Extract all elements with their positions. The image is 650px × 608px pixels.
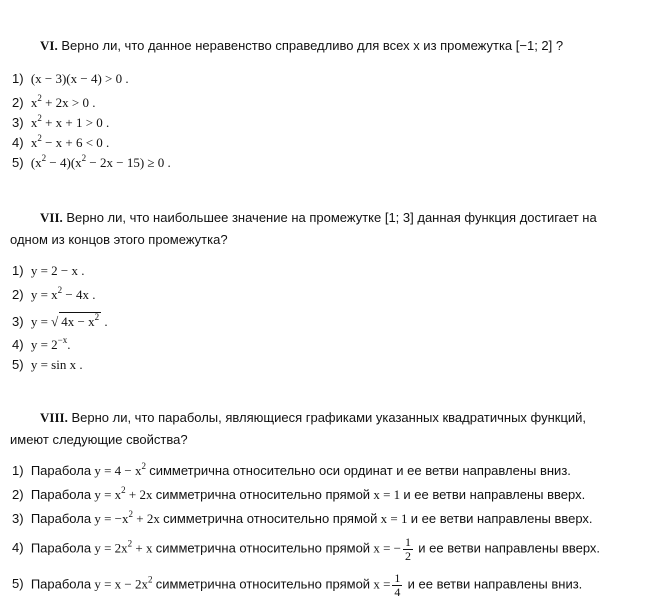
section-vii-item-3: 3) y = √ $4x - x^2$ . bbox=[12, 312, 108, 329]
section-vii-item-1: 1) y = 2 − x . bbox=[12, 263, 85, 278]
section-viii-item-5: 5) Парабола $y = x - 2x^2$ симметрична относительно прямой x = $\frac{1}{4}$ и ее ветви направлены вниз. bbox=[12, 571, 583, 599]
section-vi-item-3: 3) $x^2 + x + 1 > 0$ . bbox=[12, 113, 110, 130]
section-vii-number: VII. bbox=[40, 210, 63, 225]
section-viii-text-line1: Верно ли, что параболы, являющиеся графиками указанных квадратичных функций, bbox=[71, 410, 587, 425]
section-vii-question bbox=[10, 207, 640, 251]
section-vii-text-line2: одном из концов этого промежутка? bbox=[10, 232, 228, 247]
section-vi-item-5: 5) $(x^2 - 4)(x^2 - 2x - 15) \ge 0$ . bbox=[12, 153, 171, 170]
section-viii-text-line2: имеют следующие свойства? bbox=[10, 432, 188, 447]
section-vii-item-4: 4) $y = 2^{-x}$. bbox=[12, 335, 71, 352]
section-vi-item-1: 1) (x − 3)(x − 4) > 0 . bbox=[12, 71, 129, 86]
section-vi-item-4: 4) $x^2 - x + 6 < 0$ . bbox=[12, 133, 110, 150]
section-viii-number: VIII. bbox=[40, 410, 68, 425]
fraction: $\frac{1}{4}$ bbox=[394, 571, 401, 599]
section-viii-item-2: 2) Парабола $y = x^2 + 2x$ симметрична относительно прямой x = 1 и ее ветви направлены вверх. bbox=[12, 485, 586, 502]
section-viii-item-1: 1) Парабола $y = 4 - x^2$ симметрична относительно оси ординат и ее ветви направлены вниз. bbox=[12, 461, 571, 478]
section-viii-item-3: 3) Парабола $y = -x^2 + 2x$ симметрична относительно прямой x = 1 и ее ветви направлены вверх. bbox=[12, 509, 593, 526]
section-viii-item-4: 4) Парабола $y = 2x^2 + x$ симметрична относительно прямой x = − $\frac{1}{2}$ и ее ветви направлены вверх. bbox=[12, 535, 601, 563]
section-vii-item-2: 2) $y = x^2 - 4x$ . bbox=[12, 285, 96, 302]
section-viii-question bbox=[10, 407, 640, 451]
section-vi-item-2: 2) $x^2 + 2x > 0$ . bbox=[12, 93, 96, 110]
fraction: $\frac{1}{2}$ bbox=[405, 535, 411, 563]
section-vii-item-5: 5) y = sin x . bbox=[12, 357, 83, 372]
section-vi-question bbox=[40, 35, 640, 57]
section-vi-text: Верно ли, что данное неравенство справедливо для всех x из промежутка [−1; 2] ? bbox=[61, 38, 564, 53]
section-vii-text-line1: Верно ли, что наибольшее значение на промежутке [1; 3] данная функция достигает на bbox=[66, 210, 597, 225]
section-vi-number: VI. bbox=[40, 38, 58, 53]
